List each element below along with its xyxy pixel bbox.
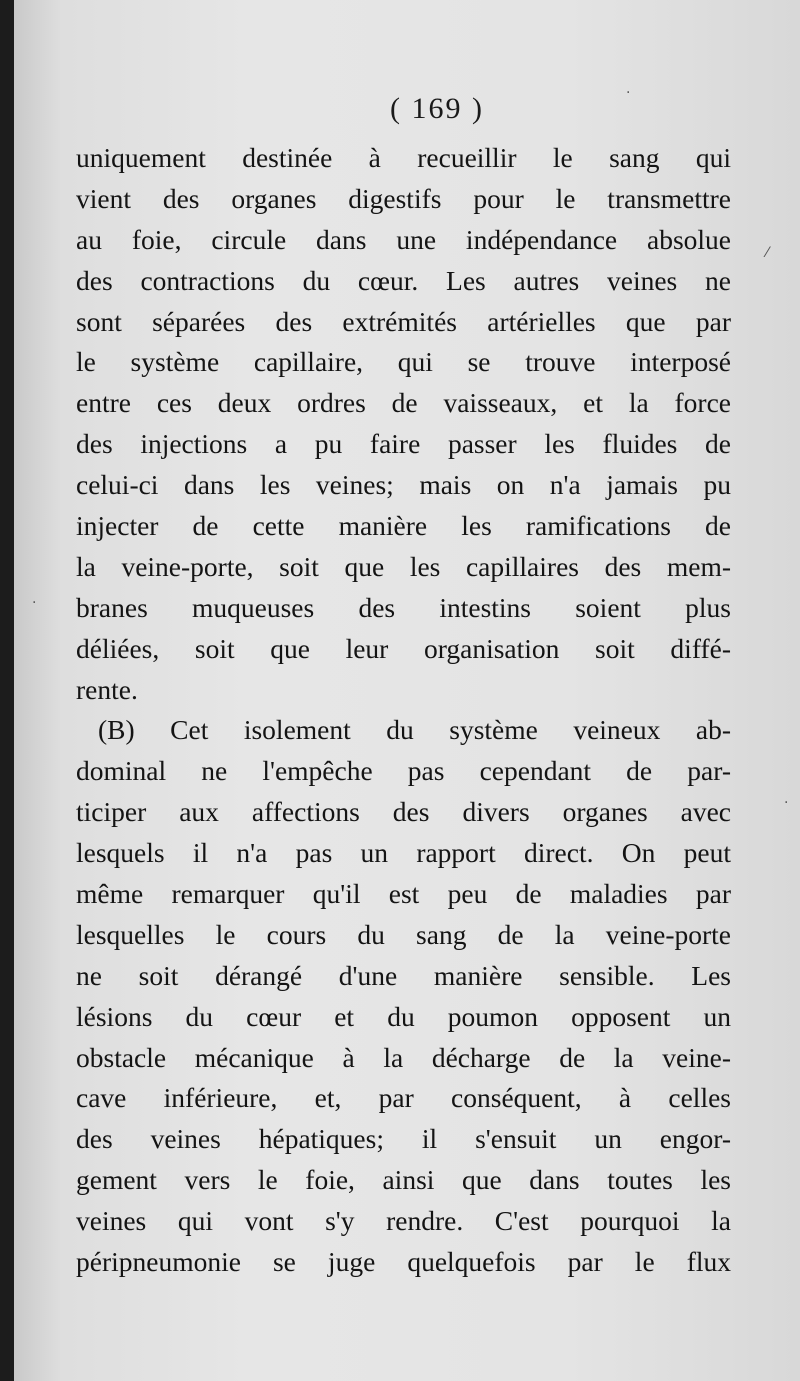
text-line: rente. (76, 673, 138, 705)
body-text (76, 138, 731, 1283)
book-page (14, 0, 800, 1381)
text-line: veines qui vont s'y rendre. C'est pourquoi la (76, 1205, 731, 1237)
text-line: gement vers le foie, ainsi que dans toutes les (76, 1164, 731, 1196)
paper-speck: · (626, 85, 631, 101)
text-line: branes muqueuses des intestins soient plus (76, 591, 731, 623)
text-line: lésions du cœur et du poumon opposent un (76, 1000, 731, 1032)
text-line: lesquelles le cours du sang de la veine-porte (76, 918, 731, 950)
paragraph-start-line: (B) Cet isolement du système veineux ab- (98, 714, 731, 746)
paper-speck: · (32, 595, 37, 611)
text-line: uniquement destinée à recueillir le sang qui (76, 142, 731, 173)
paper-speck: ⁄ (766, 245, 769, 261)
page-number: ( 169 ) (390, 92, 484, 125)
text-line: des veines hépatiques; il s'ensuit un engor- (76, 1123, 731, 1155)
text-line: même remarquer qu'il est peu de maladies par (76, 878, 731, 910)
text-line: dominal ne l'empêche pas cependant de par- (76, 755, 731, 787)
text-line: vient des organes digestifs pour le transmettre (76, 182, 731, 214)
text-line: déliées, soit que leur organisation soit diffé- (76, 632, 731, 664)
text-line: des injections a pu faire passer les fluides de (76, 428, 731, 460)
text-line: entre ces deux ordres de vaisseaux, et la force (76, 387, 731, 419)
text-line: le système capillaire, qui se trouve interposé (76, 346, 731, 378)
text-line: injecter de cette manière les ramifications de (76, 510, 731, 542)
text-line: ticiper aux affections des divers organes avec (76, 796, 731, 828)
text-line: cave inférieure, et, par conséquent, à celles (76, 1082, 731, 1114)
text-line: ne soit dérangé d'une manière sensible. Les (76, 959, 731, 991)
text-line: des contractions du cœur. Les autres veines ne (76, 264, 731, 296)
text-line: lesquels il n'a pas un rapport direct. On peut (76, 837, 731, 869)
text-line: la veine-porte, soit que les capillaires des mem- (76, 550, 731, 582)
text-line: sont séparées des extrémités artérielles que par (76, 305, 731, 337)
text-line: celui-ci dans les veines; mais on n'a jamais pu (76, 469, 731, 501)
text-line: au foie, circule dans une indépendance absolue (76, 223, 731, 255)
paper-speck: · (784, 795, 789, 811)
text-line: obstacle mécanique à la décharge de la veine- (76, 1041, 731, 1073)
text-line: péripneumonie se juge quelquefois par le flux (76, 1246, 731, 1278)
